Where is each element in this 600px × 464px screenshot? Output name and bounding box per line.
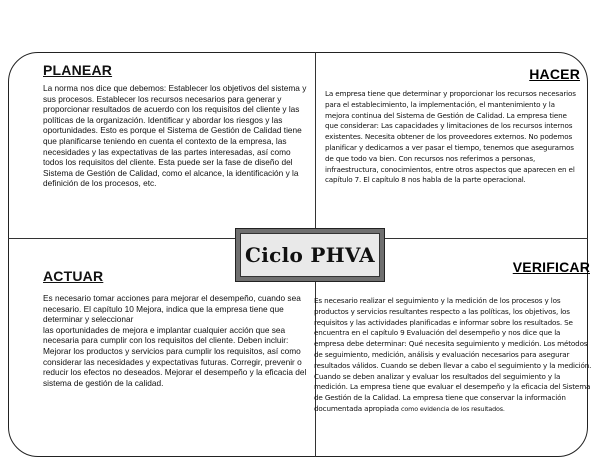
verificar-text-main: Es necesario realizar el seguimiento y la medición de los procesos y los productos y servicios resultantes respecto a las políticas, los objetivos, los requisitos y las actividades planificadas e informar sobre los resultados. Se encuentra en el capítulo 9 Evaluación del desempeño y nos dice que la empresa debe determinar: Qué necesita seguimiento y medición. Los métodos de seguimiento, medición, análisis y evaluación necesarios para asegurar resultados válidos. Cuando se deben llevar a cabo el seguimiento y la medición. Cuando se deben analizar y evaluar los resultados del seguimiento y la medición. La empresa tiene que evaluar el desempeño y la eficacia del Sistema de Gestión de la Calidad. La empresa tiene que conservar la información documentada apropiada — [314, 296, 592, 413]
hacer-text: La empresa tiene que determinar y proporcionar los recursos necesarios para el establecimiento, la implementación, el mantenimiento y la mejora continua del Sistema de Gestión de Calidad. La empresa tiene que considerar: Las capacidades y limitaciones de los recursos internos existentes. Necesita obtener de los proveedores externos. No podemos planificar y dedicarnos a ver pasar el tiempo, tenemos que asegurarnos de que todo va bien. Con recursos nos referimos a personas, infraestructura, conocimientos, entre otros aspectos que aparecen en el capítulo 7. El capítulo 8 nos habla de la parte operacional. — [325, 89, 576, 185]
verificar-text-tail: como evidencia de los resultados. — [401, 404, 505, 413]
hacer-title: HACER — [529, 66, 580, 82]
center-title: Ciclo PHVA — [244, 243, 375, 267]
quadrant-actuar — [43, 268, 307, 388]
quadrant-planear — [43, 62, 307, 189]
actuar-text-2: las oportunidades de mejora e implantar cualquier acción que sea necesaria para cumplir con los requisitos del cliente. Deben incluir: Mejorar los productos y servicios para cumplir los requisitos, así como considerar las necesidades y expectativas futuras. Corregir, prevenir o reducir los efectos no deseados. Mejorar el desempeño y la eficacia del sistema de gestión de la calidad. — [43, 324, 307, 388]
center-badge-inner — [240, 233, 380, 277]
verificar-text — [314, 296, 592, 415]
center-badge — [235, 228, 385, 282]
actuar-text-1: Es necesario tomar acciones para mejorar el desempeño, cuando sea necesario. El capítulo 10 Mejora, indica que la empresa tiene que determinar y seleccionar — [43, 293, 301, 325]
quadrant-hacer — [325, 89, 577, 186]
planear-text: La norma nos dice que debemos: Establecer los objetivos del sistema y sus procesos. Establecer los recursos necesarios para generar y proporcionar resultados de acuerdo con los requisitos del cliente y las políticas de la organización. Identificar y abordar los riesgos y las oportunidades. Esto es porque el Sistema de Gestión de Calidad tiene que planificarse teniendo en cuenta el contexto de la empresa, las necesidades y las expectativas de las partes interesadas, así como todos los requisitos del cliente. Esta puede ser la fase de diseño del Sistema de Gestión de Calidad, como el alcance, la identificación y la definición de los procesos, etc. — [43, 83, 307, 189]
planear-title: PLANEAR — [43, 62, 113, 78]
verificar-title: VERIFICAR — [512, 259, 590, 275]
quadrant-verificar — [314, 296, 592, 415]
actuar-title: ACTUAR — [43, 268, 104, 284]
